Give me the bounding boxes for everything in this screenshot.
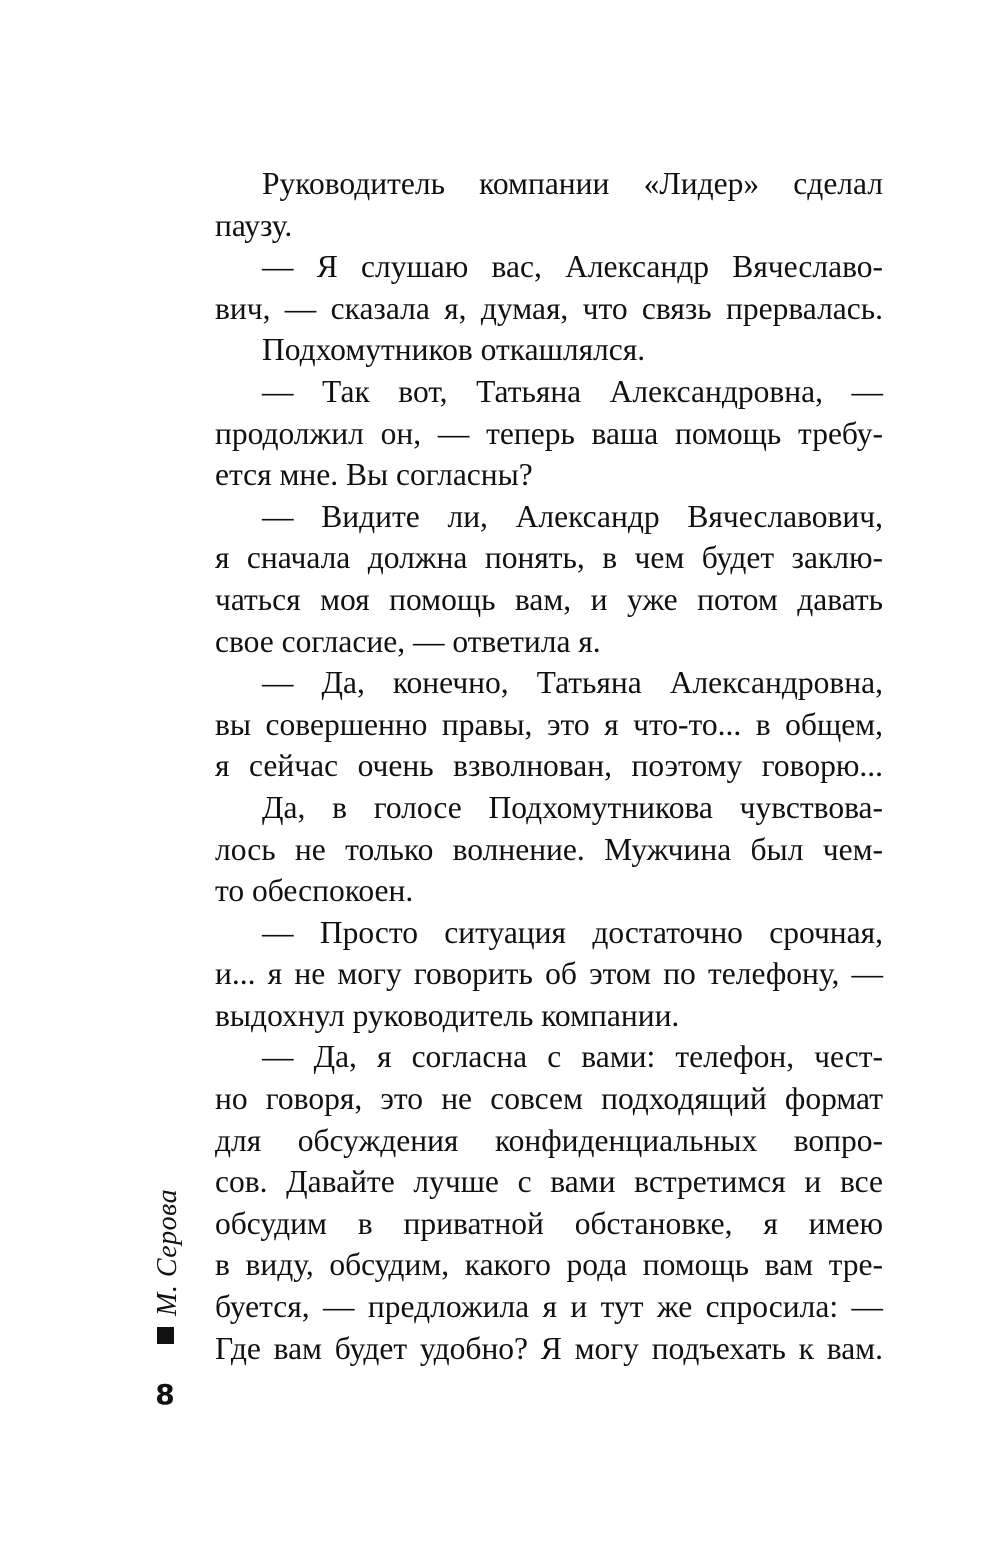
text-line: Подхомутников откашлялся. — [262, 332, 646, 368]
text-line: ется мне. Вы согласны? — [215, 457, 533, 493]
text-line: — Так вот, Татьяна Александровна, — — [262, 373, 883, 409]
text-line: буется, — предложила я и тут же спросила: — — [215, 1289, 883, 1325]
text-line: Да, в голосе Подхомутникова чувствова- — [262, 789, 883, 825]
text-line: то обеспокоен. — [215, 873, 414, 909]
text-line: но говоря, это не совсем подходящий формат — [215, 1081, 883, 1117]
text-line: свое согласие, — ответила я. — [215, 623, 601, 659]
text-line: Руководитель компании «Лидер» сделал — [262, 166, 883, 201]
text-line: в виду, обсудим, какого рода помощь вам тре- — [215, 1247, 883, 1283]
text-line: вич, — сказала я, думая, что связь прервалась. — [215, 290, 883, 326]
text-line: — Да, я согласна с вами: телефон, чест- — [262, 1039, 883, 1075]
body-text — [215, 163, 883, 1369]
running-head-author: М. Серова — [152, 1188, 183, 1316]
text-line: — Я слушаю вас, Александр Вячеславо- — [262, 249, 883, 285]
text-line: чаться моя помощь вам, и уже потом давать — [215, 581, 883, 617]
text-line: — Видите ли, Александр Вячеславович, — [262, 498, 883, 534]
text-line: я сейчас очень взволнован, поэтому говорю... — [215, 748, 883, 784]
text-line: продолжил он, — теперь ваша помощь требу- — [215, 415, 883, 451]
text-line: — Да, конечно, Татьяна Александровна, — [262, 665, 883, 701]
text-line: обсудим в приватной обстановке, я имею — [215, 1205, 883, 1241]
text-line: я сначала должна понять, в чем будет заклю- — [215, 540, 883, 576]
text-line: Где вам будет удобно? Я могу подъехать к вам. — [215, 1330, 883, 1366]
text-line: выдохнул руководитель компании. — [215, 997, 680, 1033]
text-line: сов. Давайте лучше с вами встретимся и все — [215, 1164, 883, 1200]
text-line: для обсуждения конфиденциальных вопро- — [215, 1122, 883, 1158]
text-line: — Просто ситуация достаточно срочная, — [262, 914, 883, 950]
text-line: лось не только волнение. Мужчина был чем- — [215, 831, 883, 867]
text-line: и... я не могу говорить об этом по телефону, — — [215, 956, 883, 992]
square-marker-icon — [157, 1327, 174, 1344]
text-line: вы совершенно правы, это я что-то... в общем, — [215, 706, 883, 742]
page-number: 8 — [155, 1378, 175, 1411]
text-line: паузу. — [215, 207, 293, 243]
